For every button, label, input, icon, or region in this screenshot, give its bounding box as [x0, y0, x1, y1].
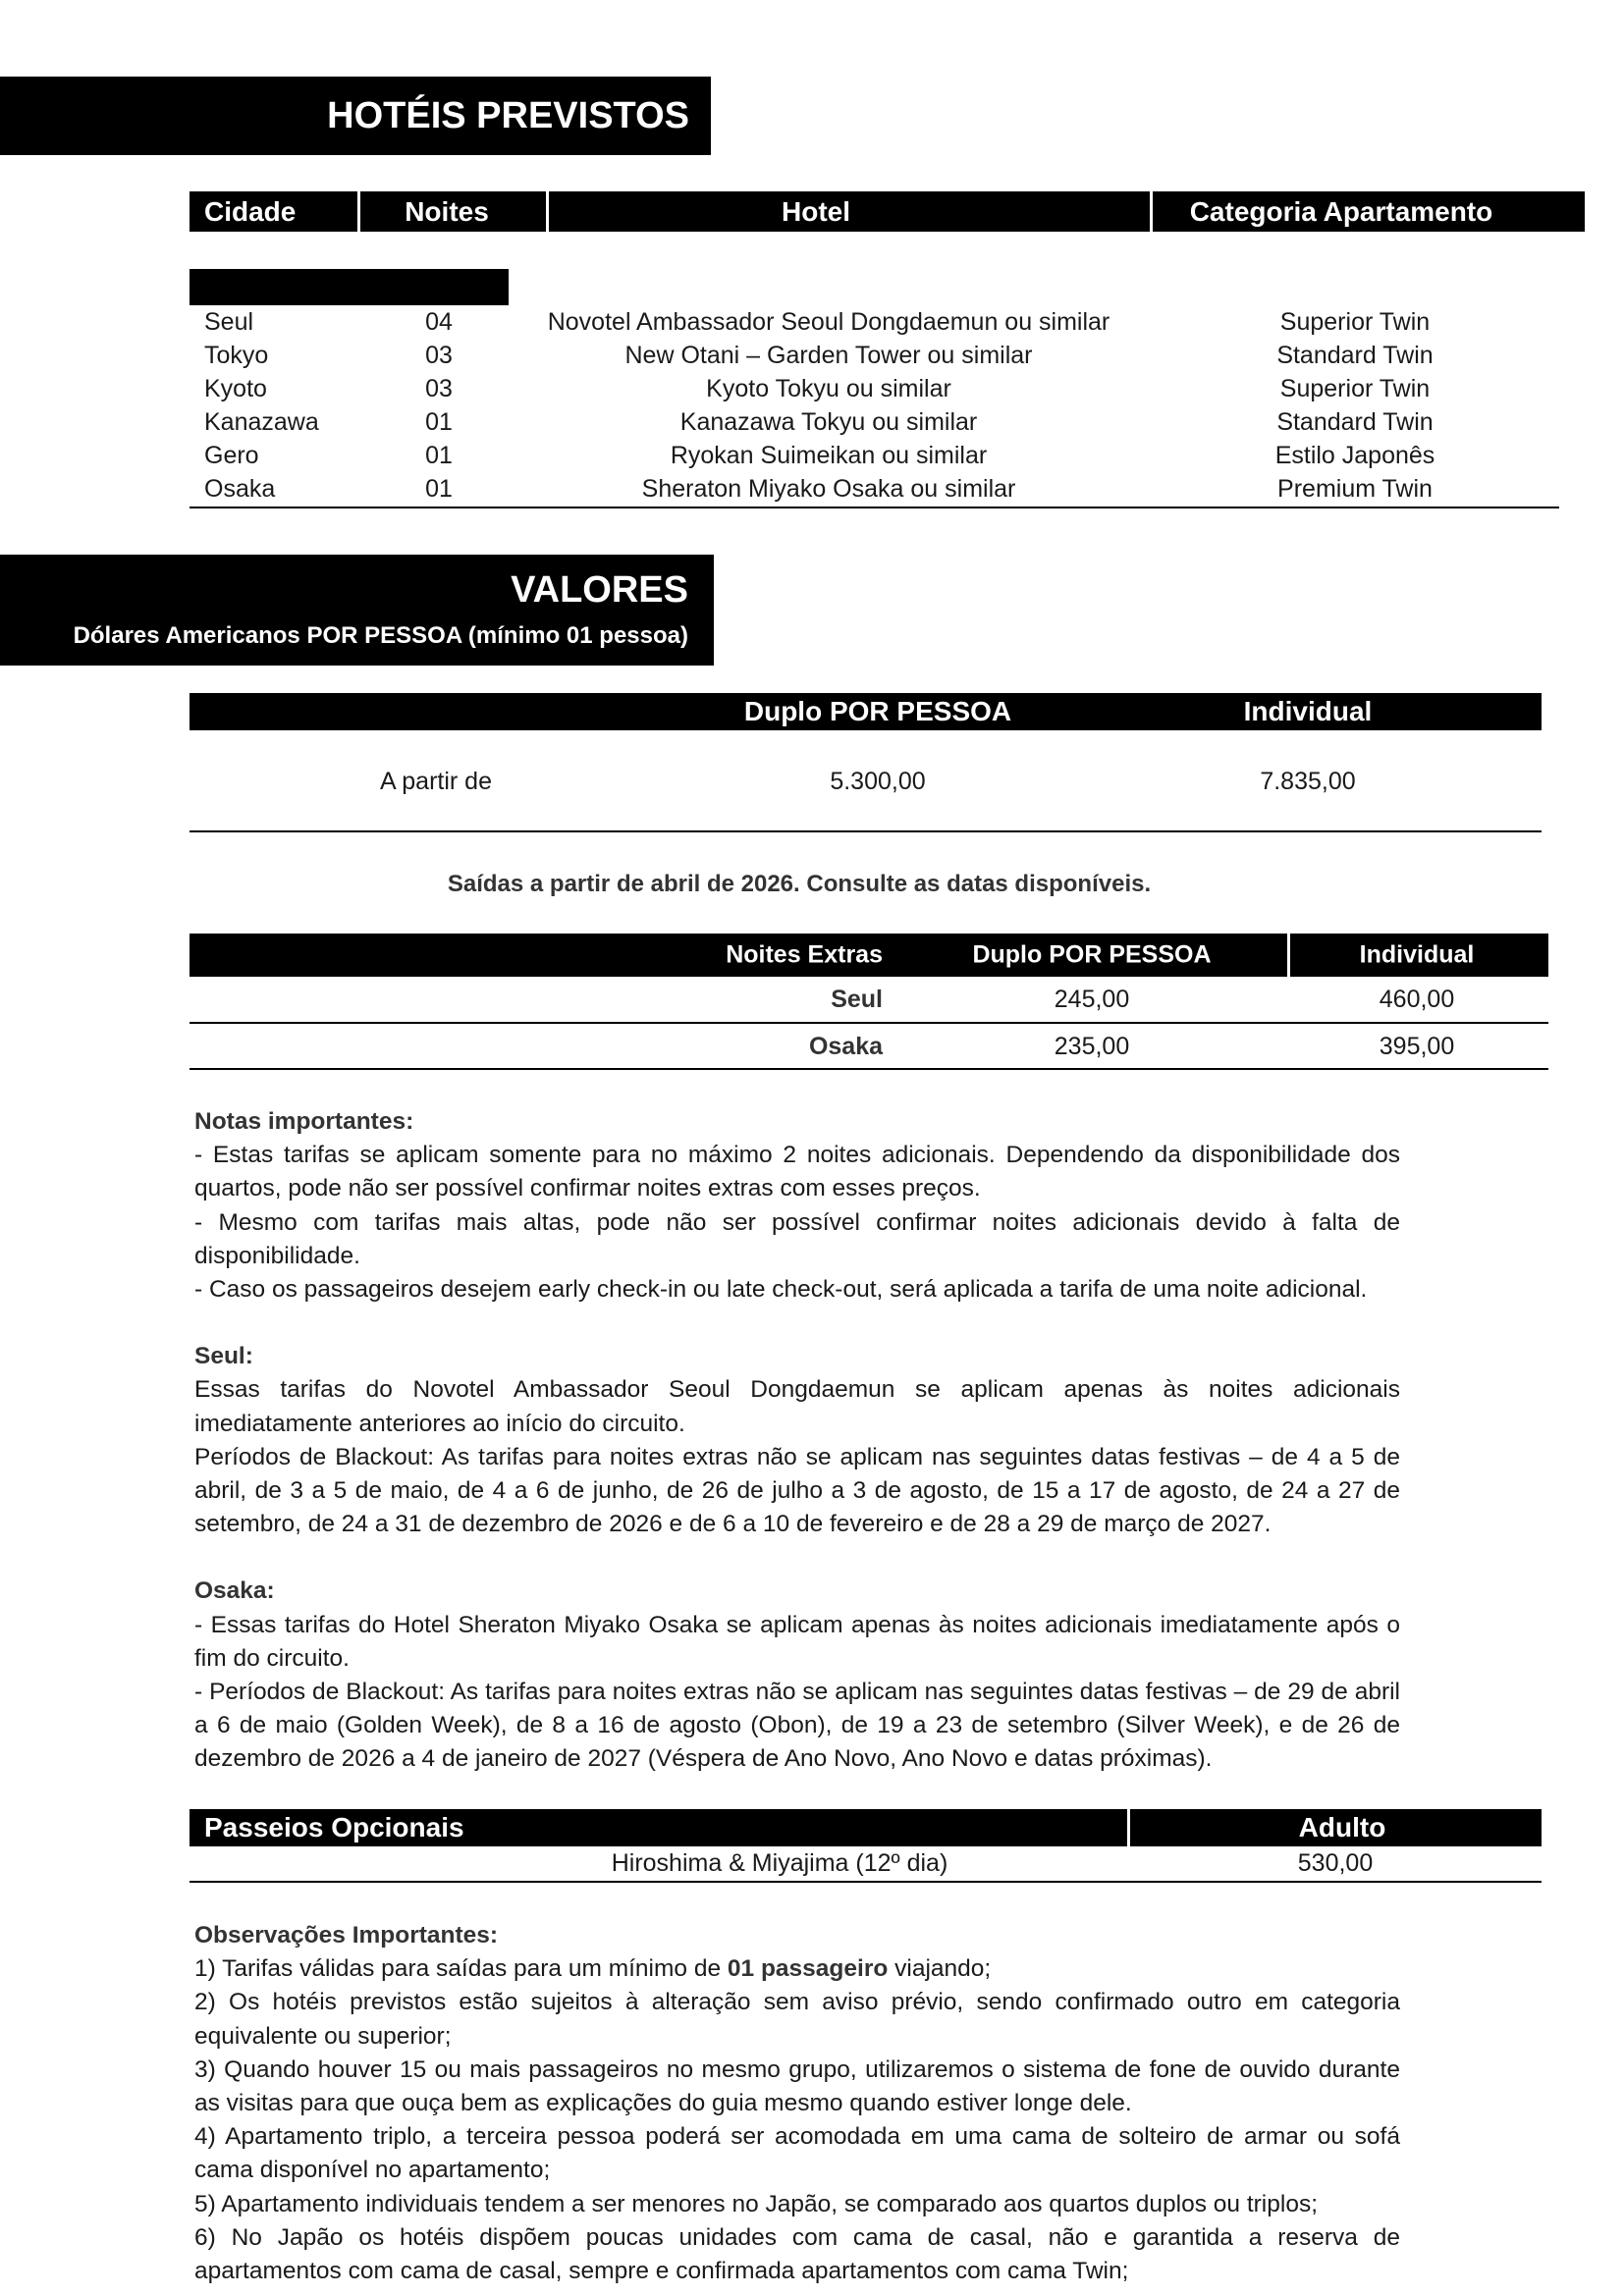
- notes-line: - Caso os passageiros desejem early check-in ou late check-out, será aplicada a tarifa de uma noite adicional.: [194, 1276, 1368, 1304]
- row-hotel: Kyoto Tokyu ou similar: [706, 375, 951, 402]
- hotels-banner: [0, 77, 711, 155]
- valores-banner: [0, 555, 714, 666]
- row-category: Superior Twin: [1279, 308, 1431, 336]
- valores-table-bottom-rule: [189, 830, 1542, 832]
- tours-table-bottom-rule: [189, 1881, 1542, 1883]
- row-hotel: Kanazawa Tokyu ou similar: [679, 408, 978, 436]
- row-city: Osaka: [204, 475, 276, 503]
- header-individual: Individual: [1243, 696, 1373, 726]
- observations-title: Observações Importantes:: [194, 1922, 499, 1949]
- row-category: Estilo Japonês: [1274, 442, 1435, 469]
- row-city: Gero: [204, 442, 259, 469]
- row-city: Seul: [204, 308, 254, 336]
- extras-row-single: 395,00: [1379, 1033, 1455, 1060]
- row-hotel: New Otani – Garden Tower ou similar: [624, 342, 1033, 369]
- hotels-header-separator: [1150, 191, 1153, 232]
- osaka-line: - Períodos de Blackout: As tarifas para noites extras não se aplicam nas seguintes datas festivas – de 29 de abril a 6 de maio (Golden Week), de 8 a 16 de agosto (Obon), de 19 a 23 de setembro (Silver Week), e de 26 de dezembro de 2026 a 4 de janeiro de 2027 (Véspera de Ano Novo, Ano Novo e datas próximas).: [194, 1679, 1400, 1773]
- hotels-header-separator: [357, 191, 360, 232]
- tours-row-name: Hiroshima & Miyajima (12º dia): [611, 1849, 948, 1877]
- row-category: Premium Twin: [1277, 475, 1433, 503]
- hotels-title: HOTÉIS PREVISTOS: [327, 95, 689, 136]
- header-extras-individual: Individual: [1359, 940, 1475, 969]
- observation-line1-bold: 01 passageiro: [727, 1955, 889, 1983]
- hotels-empty-label-bar: [189, 269, 509, 305]
- osaka-line: - Essas tarifas do Hotel Sheraton Miyako Osaka se aplicam apenas às noites adicionais imediatamente após o fim do circuito.: [194, 1611, 1400, 1672]
- extras-row-city: Seul: [831, 986, 883, 1013]
- header-passeios: Passeios Opcionais: [204, 1812, 464, 1842]
- valores-title: VALORES: [511, 569, 688, 611]
- seul-line: Períodos de Blackout: As tarifas para noites extras não se aplicam nas seguintes datas festivas – de 4 a 5 de abril, de 3 a 5 de maio, de 4 a 6 de junho, de 26 de julho a 3 de agosto, de 15 a 17 de agosto, de 24 a 27 de setembro, de 24 a 31 de dezembro de 2026 e de 6 a 10 de fevereiro e de 28 a 29 de março de 2027.: [194, 1443, 1400, 1538]
- header-adulto: Adulto: [1298, 1812, 1386, 1842]
- extras-row-double: 245,00: [1054, 986, 1130, 1013]
- row-hotel: Novotel Ambassador Seoul Dongdaemun ou similar: [547, 308, 1110, 336]
- notes-block: [194, 1105, 1400, 1777]
- observation-line: [194, 1952, 1400, 1986]
- observations-block: [194, 1919, 1400, 2288]
- observation-line: 4) Apartamento triplo, a terceira pessoa poderá ser acomodada em uma cama de solteiro de armar ou sofá cama disponível no apartamento;: [194, 2123, 1400, 2184]
- row-nights: 03: [425, 375, 453, 402]
- header-cidade: Cidade: [204, 195, 297, 227]
- header-extras-duplo: Duplo POR PESSOA: [972, 940, 1212, 969]
- departures-note: Saídas a partir de abril de 2026. Consulte as datas disponíveis.: [447, 871, 1152, 897]
- observation-line: 3) Quando houver 15 ou mais passageiros no mesmo grupo, utilizaremos o sistema de fone de ouvido durante as visitas para que ouça bem as explicações do guia mesmo quando estiver longe dele.: [194, 2056, 1400, 2117]
- row-nights: 01: [425, 408, 453, 436]
- extras-table-bottom-rule: [189, 1068, 1548, 1070]
- extras-row-single: 460,00: [1379, 986, 1455, 1013]
- extras-table-header: [189, 934, 1548, 977]
- header-noites-extras: Noites Extras: [726, 940, 883, 969]
- row-nights: 01: [425, 442, 453, 469]
- hotels-table-header: [189, 191, 1585, 232]
- hotels-table-bottom-rule: [189, 507, 1559, 508]
- tours-row-price: 530,00: [1297, 1849, 1374, 1877]
- observation-line1-post: viajando;: [888, 1955, 992, 1983]
- header-categoria: Categoria Apartamento: [1189, 195, 1493, 227]
- header-duplo: Duplo POR PESSOA: [743, 696, 1012, 726]
- notes-line: - Mesmo com tarifas mais altas, pode não ser possível confirmar noites adicionais devido à falta de disponibilidade.: [194, 1208, 1400, 1269]
- row-nights: 03: [425, 342, 453, 369]
- valores-row-single: 7.835,00: [1260, 768, 1356, 795]
- observation-line: 6) No Japão os hotéis dispõem poucas unidades com cama de casal, não e garantida a reserva de apartamentos com cama de casal, sempre e confirmada apartamentos com cama Twin;: [194, 2223, 1400, 2285]
- observation-line: 2) Os hotéis previstos estão sujeitos à alteração sem aviso prévio, sendo confirmado outro em categoria equivalente ou superior;: [194, 1989, 1400, 2050]
- tours-table-header: [189, 1809, 1542, 1846]
- extras-row-city: Osaka: [808, 1033, 883, 1060]
- header-hotel: Hotel: [782, 195, 850, 227]
- extras-row-double: 235,00: [1054, 1033, 1130, 1060]
- seul-line: Essas tarifas do Novotel Ambassador Seoul Dongdaemun se aplicam apenas às noites adicionais imediatamente anteriores ao início do circuito.: [194, 1376, 1400, 1437]
- row-category: Standard Twin: [1276, 408, 1434, 436]
- valores-row-double: 5.300,00: [830, 768, 926, 795]
- row-nights: 01: [425, 475, 453, 503]
- row-hotel: Sheraton Miyako Osaka ou similar: [641, 475, 1016, 503]
- valores-row-label: A partir de: [380, 768, 492, 795]
- extras-header-separator: [1287, 934, 1290, 977]
- row-category: Superior Twin: [1279, 375, 1431, 402]
- observation-line1-pre: 1) Tarifas válidas para saídas para um mínimo de: [194, 1955, 728, 1983]
- row-city: Kanazawa: [204, 408, 319, 436]
- extras-row-rule: [189, 1022, 1548, 1024]
- seul-title: Seul:: [194, 1343, 253, 1370]
- header-noites: Noites: [405, 195, 489, 227]
- valores-table-header: [189, 693, 1542, 730]
- osaka-title: Osaka:: [194, 1577, 275, 1605]
- tours-header-separator: [1127, 1809, 1130, 1846]
- notes-title: Notas importantes:: [194, 1108, 414, 1135]
- row-nights: 04: [425, 308, 453, 336]
- hotels-header-separator: [546, 191, 549, 232]
- row-city: Kyoto: [204, 375, 267, 402]
- observation-line: 5) Apartamento individuais tendem a ser menores no Japão, se comparado aos quartos duplos ou triplos;: [194, 2190, 1318, 2217]
- valores-subtitle: Dólares Americanos POR PESSOA (mínimo 01 pessoa): [73, 622, 688, 649]
- row-city: Tokyo: [204, 342, 269, 369]
- row-hotel: Ryokan Suimeikan ou similar: [670, 442, 988, 469]
- row-category: Standard Twin: [1276, 342, 1434, 369]
- notes-line: - Estas tarifas se aplicam somente para no máximo 2 noites adicionais. Dependendo da disponibilidade dos quartos, pode não ser possível confirmar noites extras com esses preços.: [194, 1142, 1400, 1202]
